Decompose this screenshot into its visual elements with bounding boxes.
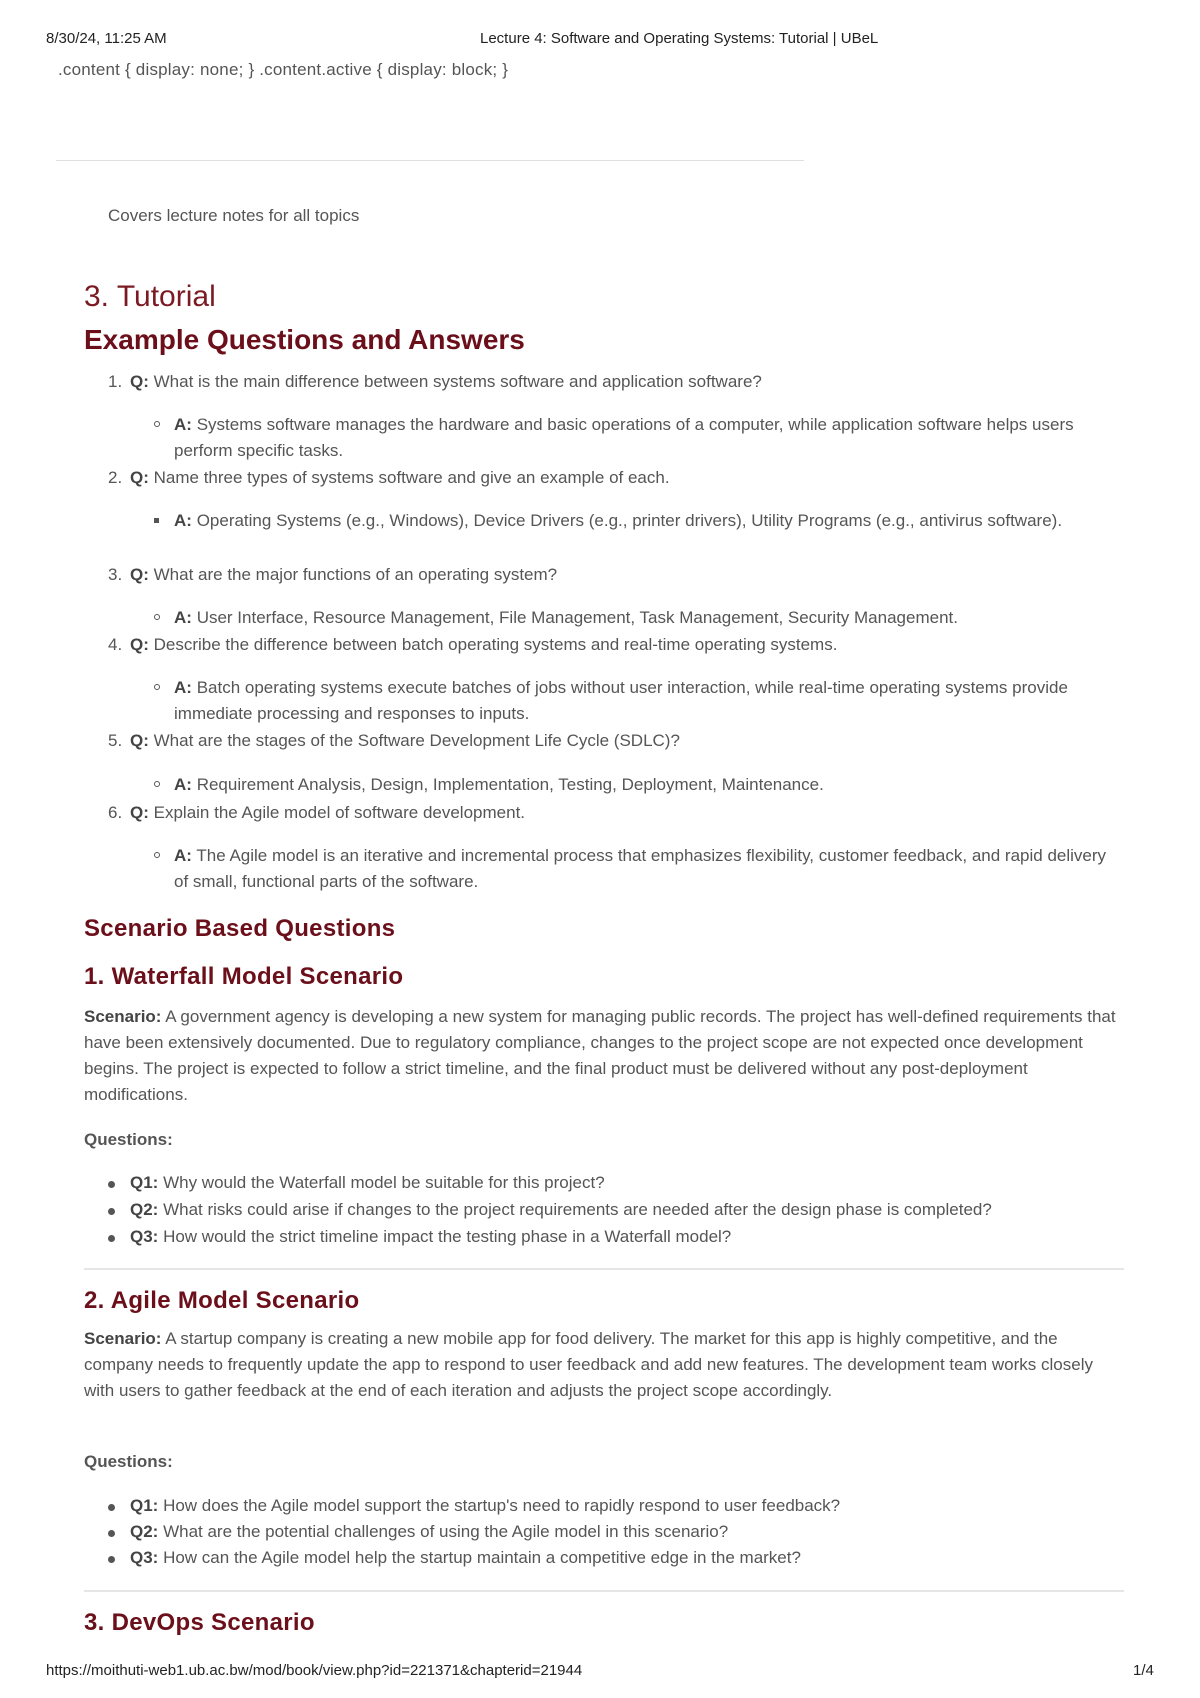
- answer-item: A: Operating Systems (e.g., Windows), Device Drivers (e.g., printer drivers), Utility Programs (e.g., antivirus software).: [156, 508, 1116, 534]
- scenario-text: Scenario: A startup company is creating a new mobile app for food delivery. The market for this app is highly competitive, and the company needs to frequently update the app to respond to user feedback and add new features. The development team works closely with users to gather feedback at the end of each iteration and adjusts the project scope accordingly.: [84, 1329, 1093, 1400]
- print-datetime: 8/30/24, 11:25 AM: [46, 30, 167, 47]
- print-url: https://moithuti-web1.ub.ac.bw/mod/book/view.php?id=221371&chapterid=21944: [46, 1662, 583, 1679]
- question-item: 6. Q: Explain the Agile model of software development.: [108, 803, 526, 822]
- section-heading-qa: Example Questions and Answers: [84, 324, 525, 355]
- scenario-question: Q1: Why would the Waterfall model be suitable for this project?: [108, 1173, 605, 1193]
- scenario-question: Q3: How can the Agile model help the startup maintain a competitive edge in the market?: [108, 1548, 801, 1568]
- css-snippet-text: .content { display: none; } .content.active { display: block; }: [58, 60, 509, 79]
- scenario-question: Q2: What risks could arise if changes to the project requirements are needed after the design phase is completed?: [108, 1200, 992, 1220]
- divider: [56, 160, 804, 161]
- print-page-number: 1/4: [1133, 1662, 1154, 1679]
- answer-item: A: Requirement Analysis, Design, Implementation, Testing, Deployment, Maintenance.: [156, 772, 1116, 798]
- chapter-title: 3. Tutorial: [84, 280, 216, 313]
- scenario-question: Q3: How would the strict timeline impact the testing phase in a Waterfall model?: [108, 1227, 731, 1247]
- scenario-title: 3. DevOps Scenario: [84, 1609, 315, 1636]
- answer-item: A: User Interface, Resource Management, File Management, Task Management, Security Management.: [156, 605, 1116, 631]
- question-item: 3. Q: What are the major functions of an operating system?: [108, 565, 558, 584]
- question-item: 2. Q: Name three types of systems software and give an example of each.: [108, 468, 670, 487]
- question-item: 4. Q: Describe the difference between batch operating systems and real-time operating systems.: [108, 635, 838, 654]
- scenario-title: 1. Waterfall Model Scenario: [84, 963, 404, 990]
- print-page-title: Lecture 4: Software and Operating Systems: Tutorial | UBeL: [480, 30, 879, 47]
- divider: [84, 1268, 1124, 1270]
- answer-item: A: The Agile model is an iterative and incremental process that emphasizes flexibility, customer feedback, and rapid delivery of small, functional parts of the software.: [156, 843, 1116, 895]
- book-description: Covers lecture notes for all topics: [108, 206, 360, 225]
- section-heading-scenarios: Scenario Based Questions: [84, 915, 396, 942]
- questions-label: Questions:: [84, 1130, 173, 1149]
- scenario-question: Q2: What are the potential challenges of using the Agile model in this scenario?: [108, 1522, 728, 1542]
- answer-item: A: Systems software manages the hardware and basic operations of a computer, while application software helps users perform specific tasks.: [156, 412, 1116, 464]
- answer-item: A: Batch operating systems execute batches of jobs without user interaction, while real-time operating systems provide immediate processing and responses to inputs.: [156, 675, 1116, 727]
- divider: [84, 1590, 1124, 1592]
- scenario-text: Scenario: A government agency is developing a new system for managing public records. The project has well-defined requirements that have been extensively documented. Due to regulatory compliance, changes to the project scope are not expected once development begins. The project is expected to follow a strict timeline, and the final product must be delivered without any post-deployment modifications.: [84, 1007, 1116, 1104]
- questions-label: Questions:: [84, 1452, 173, 1471]
- question-item: 5. Q: What are the stages of the Software Development Life Cycle (SDLC)?: [108, 731, 680, 750]
- scenario-question: Q1: How does the Agile model support the startup's need to rapidly respond to user feedback?: [108, 1496, 840, 1516]
- question-item: 1. Q: What is the main difference between systems software and application software?: [108, 372, 762, 391]
- scenario-title: 2. Agile Model Scenario: [84, 1287, 360, 1314]
